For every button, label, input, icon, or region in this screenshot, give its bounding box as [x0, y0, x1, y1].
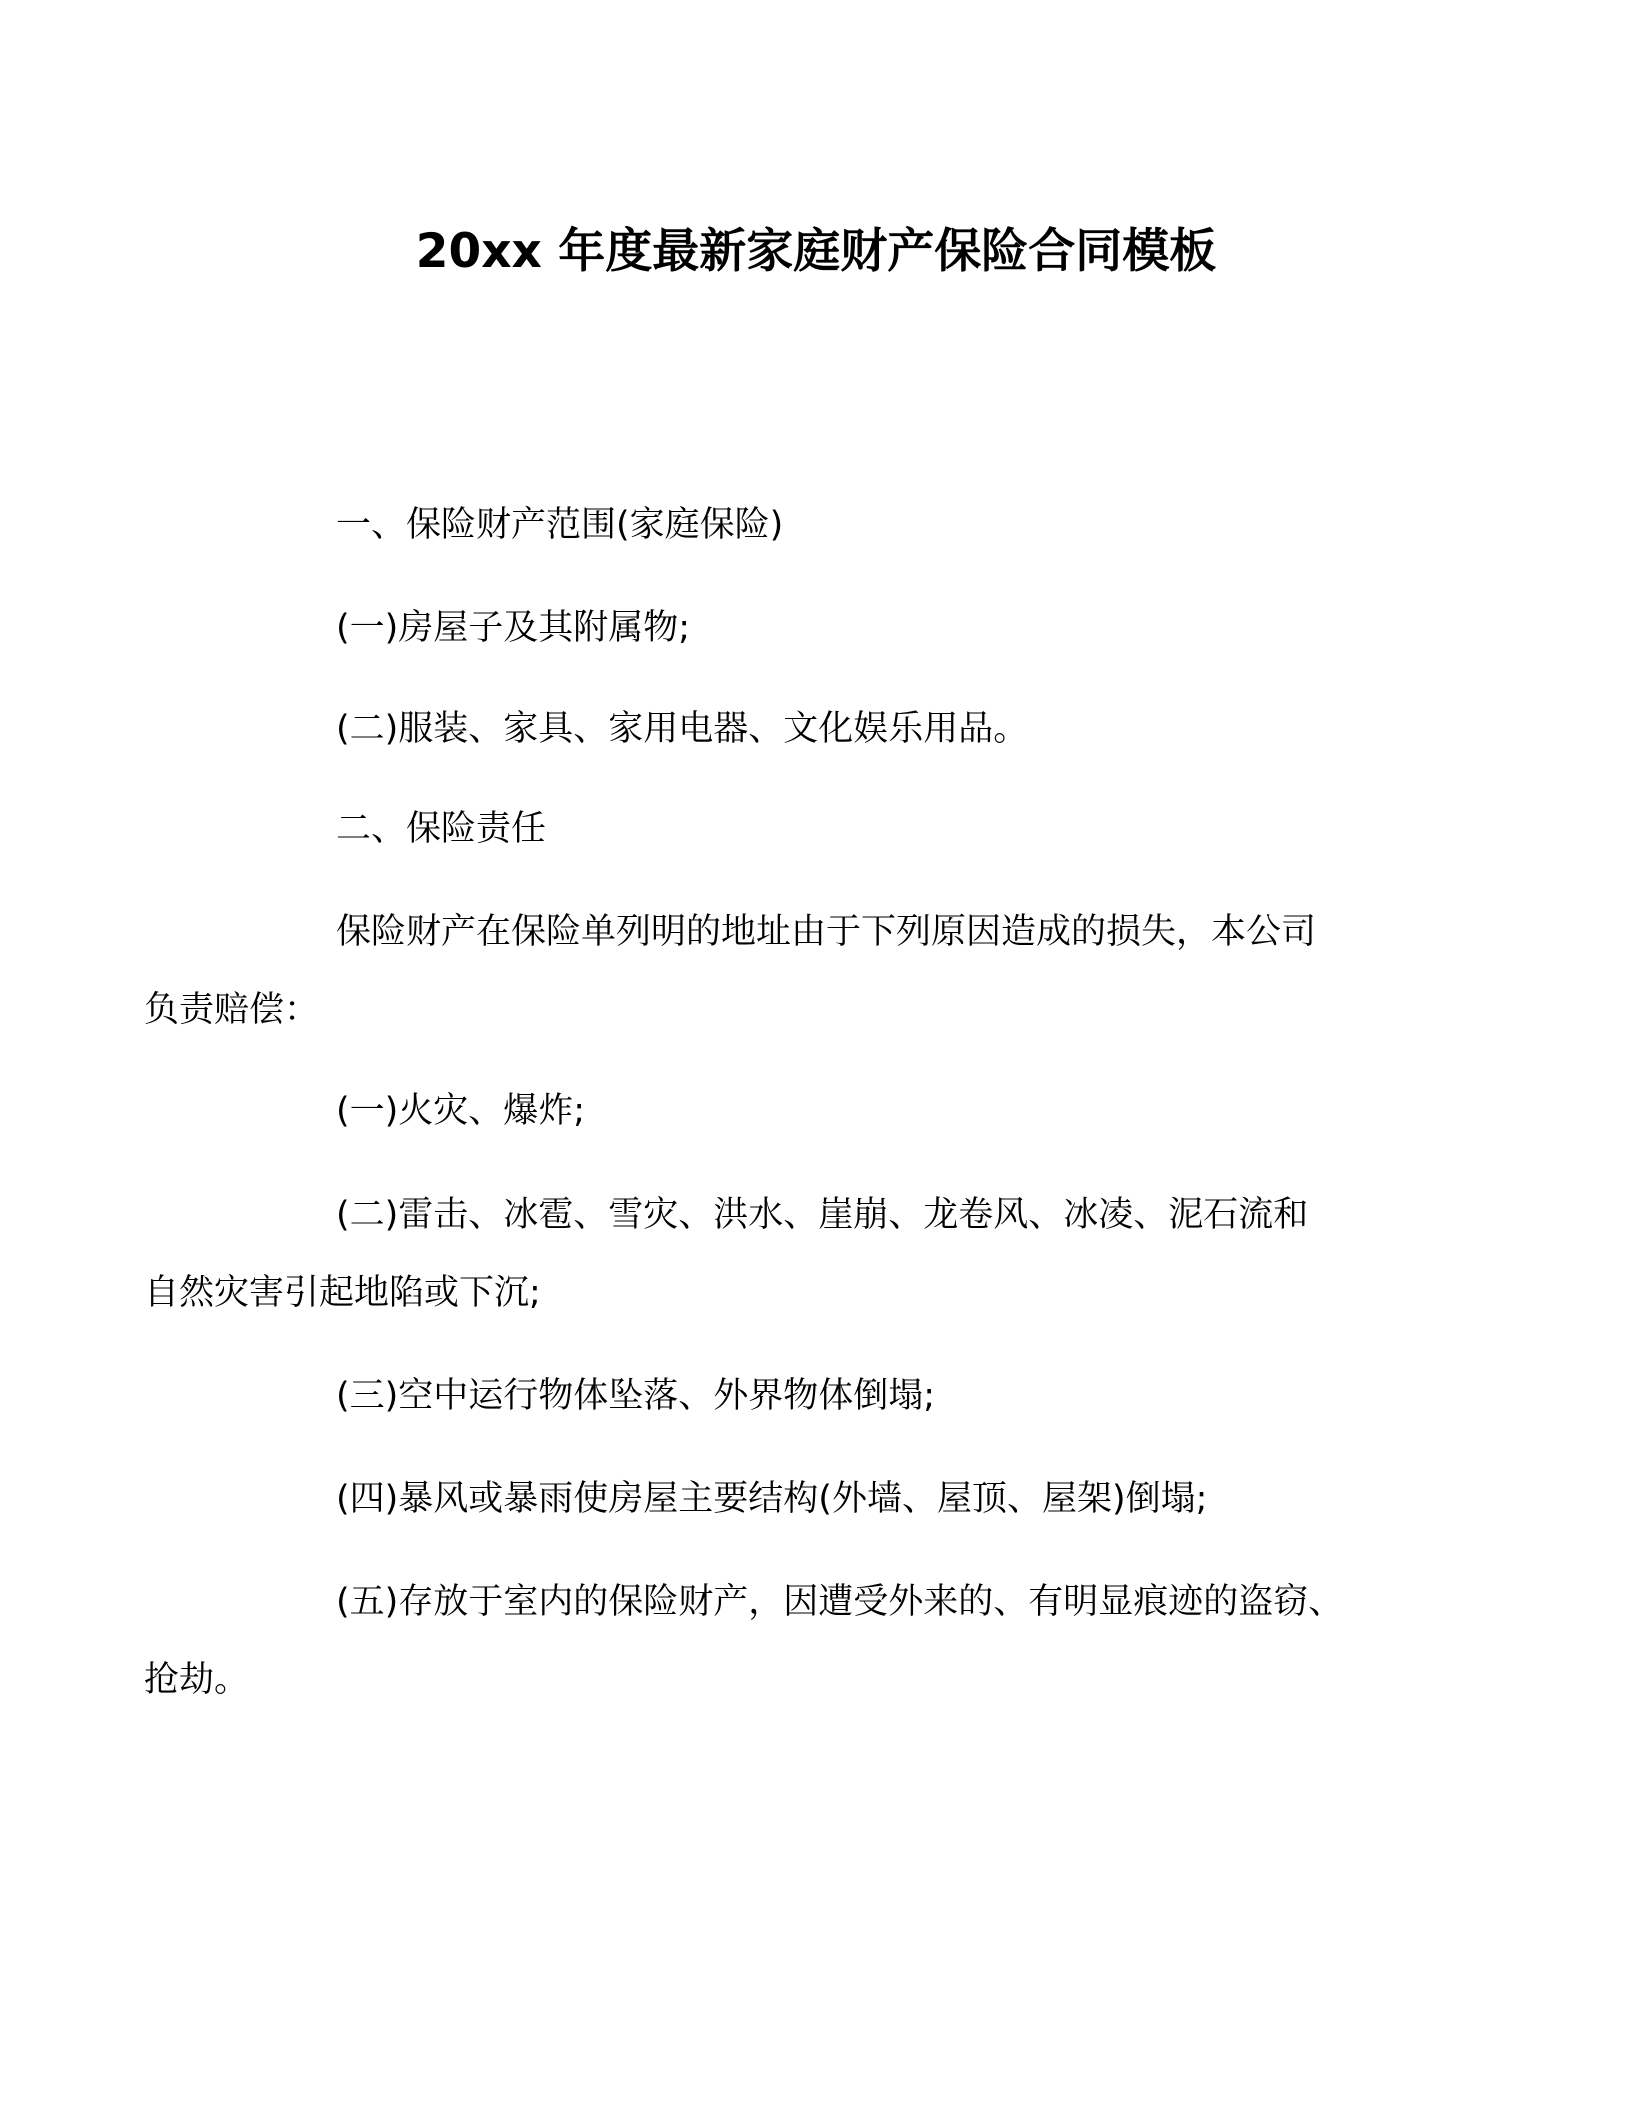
paragraph-item-2-5 [144, 1563, 1380, 1719]
paragraph-liability-intro [144, 893, 1380, 1049]
paragraph-line: 保险财产在保险单列明的地址由于下列原因造成的损失，本公司 [336, 912, 1317, 952]
paragraph-item-2-4 [240, 1460, 1380, 1538]
paragraph-line: 抢劫。 [144, 1660, 250, 1700]
paragraph-line: 二、保险责任 [336, 809, 547, 849]
paragraph-item-2-2 [144, 1176, 1380, 1332]
paragraph-line: (四)暴风或暴雨使房屋主要结构(外墙、屋顶、屋架)倒塌; [336, 1479, 1208, 1519]
paragraph-item-2-1 [240, 1072, 1380, 1150]
paragraph-line: 负责赔偿： [144, 990, 320, 1030]
paragraph-item-1-2 [240, 690, 1380, 768]
paragraph-line: (五)存放于室内的保险财产，因遭受外来的、有明显痕迹的盗窃、 [336, 1582, 1344, 1622]
paragraph-line: (三)空中运行物体坠落、外界物体倒塌; [336, 1376, 936, 1416]
paragraph-line: 一、保险财产范围(家庭保险) [336, 505, 784, 545]
paragraph-section-2-heading [240, 790, 1380, 868]
paragraph-item-1-1 [240, 589, 1380, 667]
paragraph-line: (二)服装、家具、家用电器、文化娱乐用品。 [336, 709, 1029, 749]
paragraph-section-1-heading [240, 486, 1380, 564]
paragraph-item-2-3 [240, 1357, 1380, 1435]
document-title: 20xx 年度最新家庭财产保险合同模板 [415, 224, 1217, 279]
paragraph-line: 自然灾害引起地陷或下沉; [144, 1273, 541, 1313]
paragraph-line: (一)房屋子及其附属物; [336, 608, 691, 648]
paragraph-line: (二)雷击、冰雹、雪灾、洪水、崖崩、龙卷风、冰凌、泥石流和 [336, 1195, 1309, 1235]
paragraph-line: (一)火灾、爆炸; [336, 1091, 586, 1131]
